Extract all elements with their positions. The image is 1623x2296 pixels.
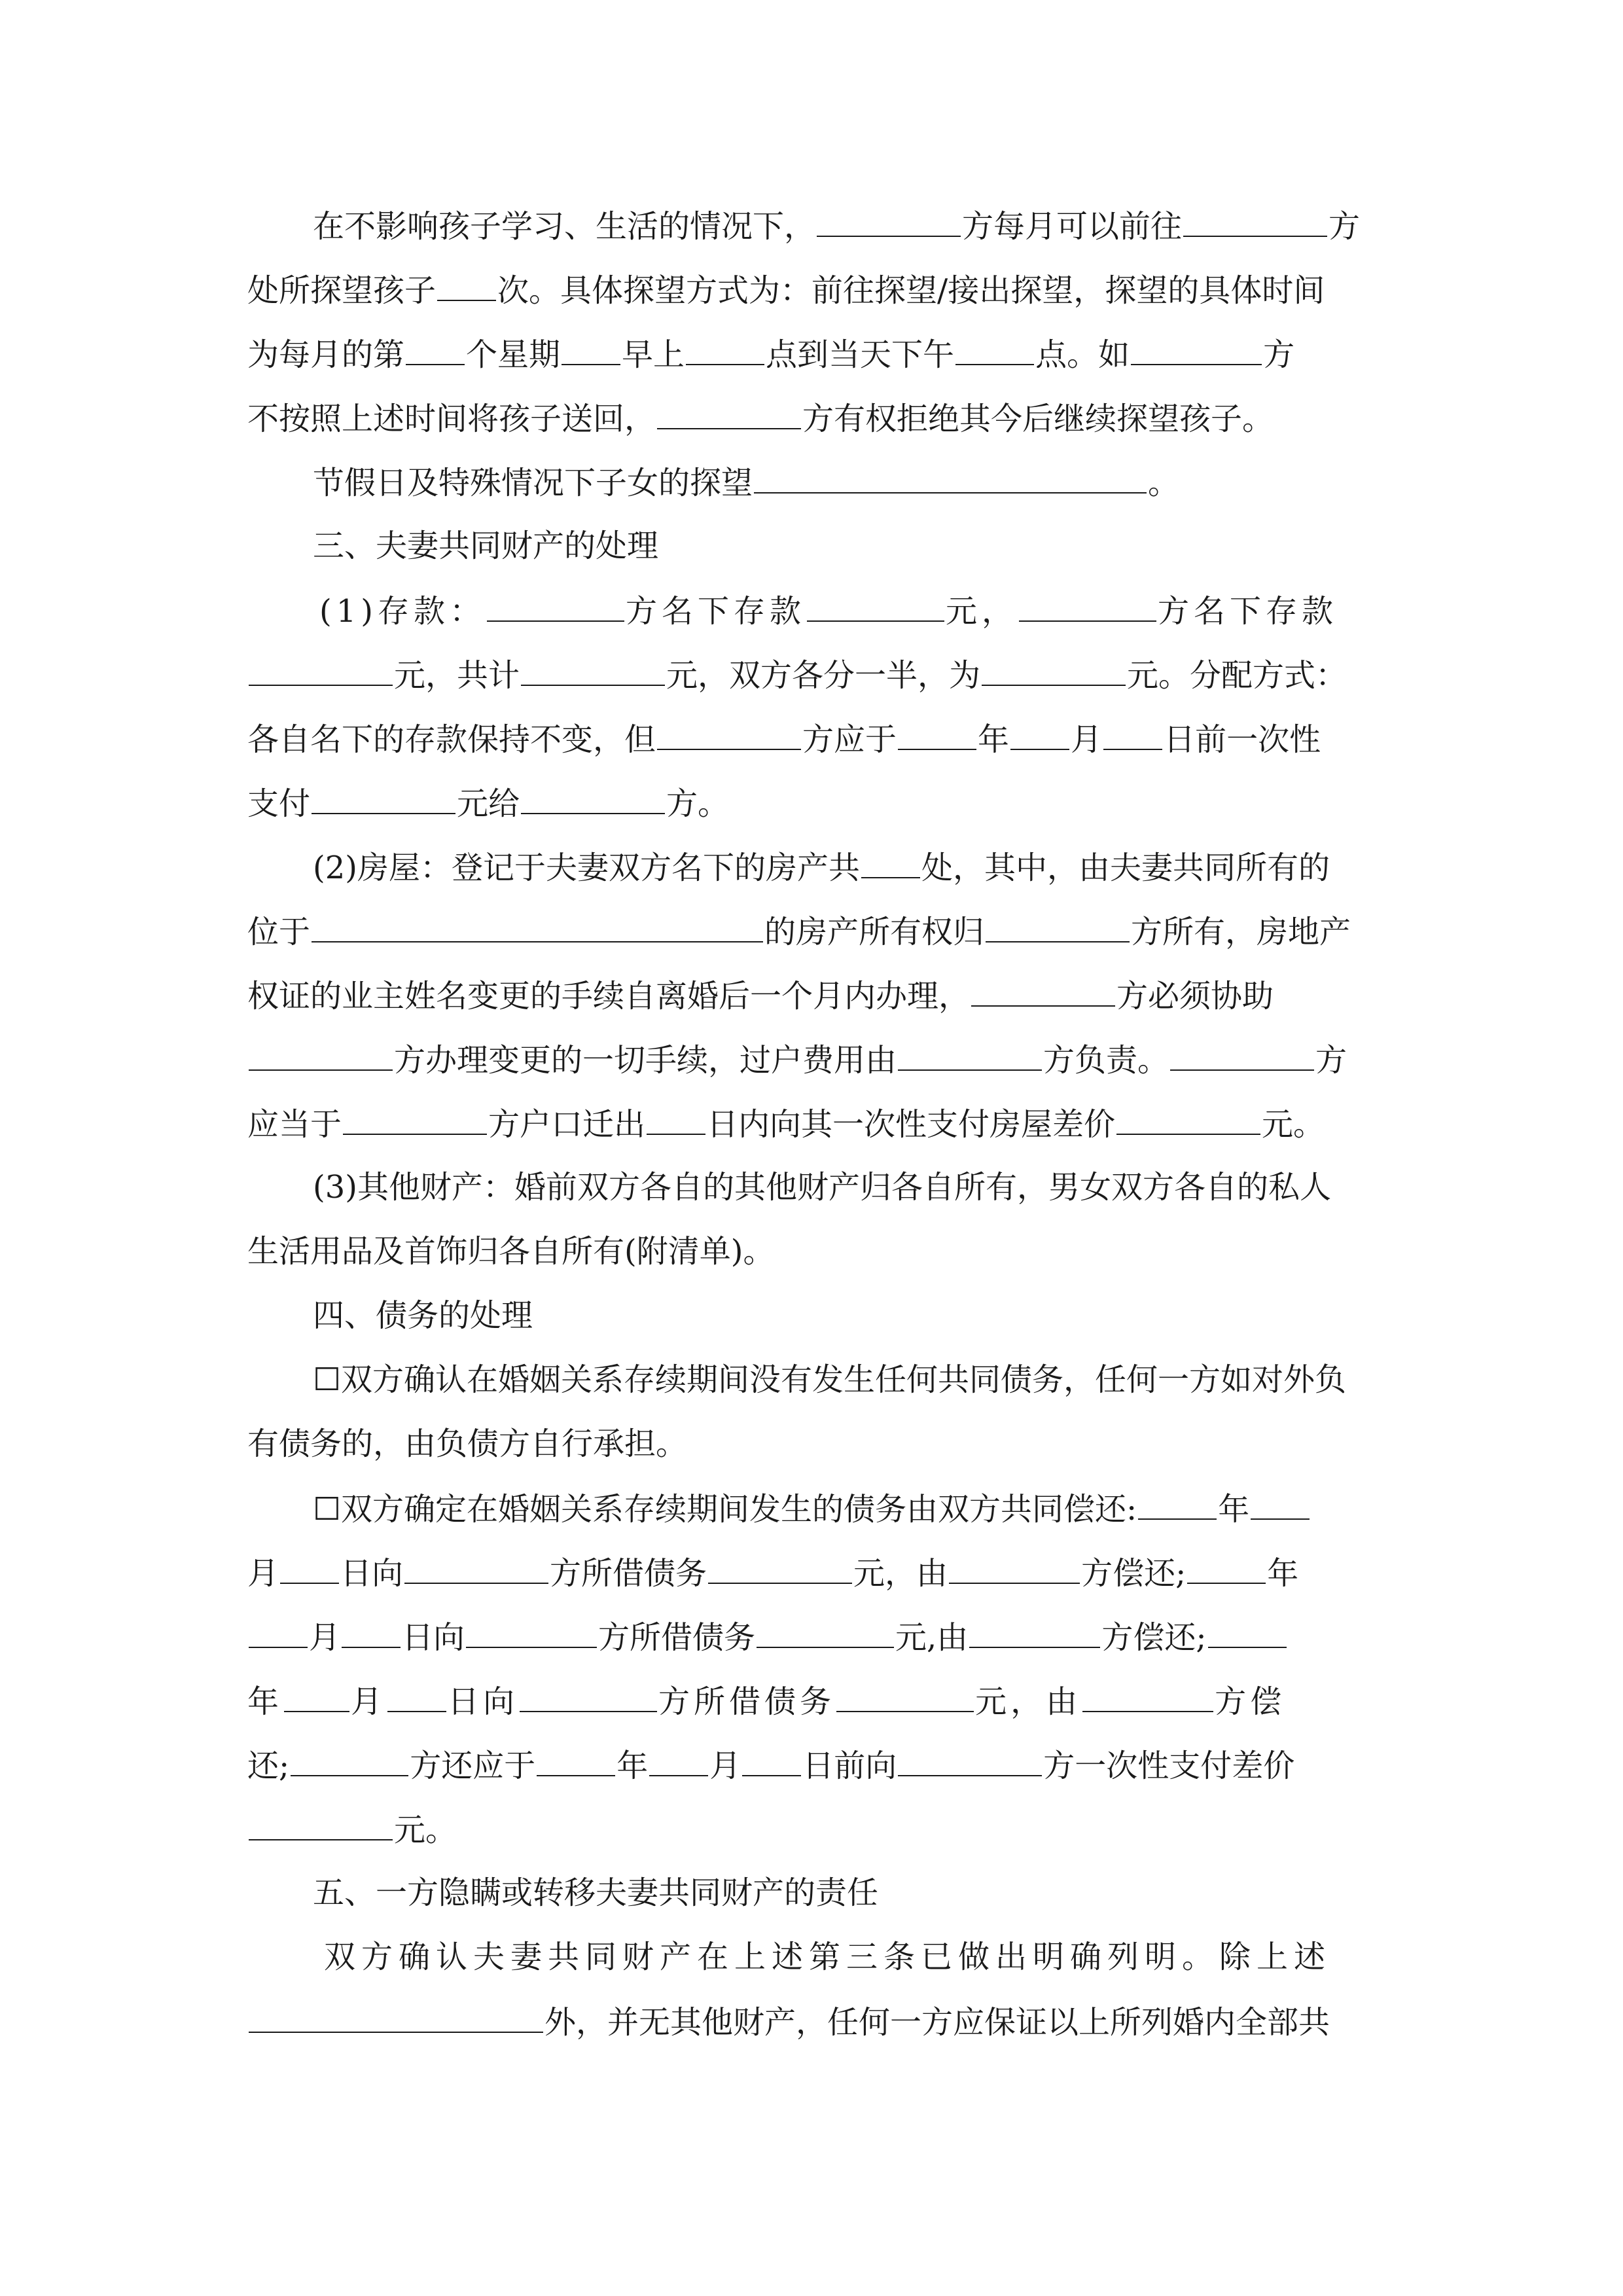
- blank-field[interactable]: [521, 787, 665, 814]
- blank-field[interactable]: [537, 1749, 615, 1776]
- deposit-line-2: 元，共计 元，双方各分一半，为 元。分配方式：: [247, 658, 1347, 691]
- house-line-1: (2)房屋：登记于夫妻双方名下的房产共 处，其中，由夫妻共同所有的: [313, 850, 1330, 886]
- blank-field[interactable]: [955, 338, 1034, 365]
- blank-field[interactable]: [657, 723, 801, 750]
- blank-field[interactable]: [342, 1621, 401, 1648]
- deposit-line-3: 各自名下的存款保持不变，但 方应于 年 月 日前一次性: [247, 721, 1321, 758]
- blank-field[interactable]: [1131, 338, 1262, 365]
- debt-row-5: 元。: [247, 1813, 457, 1846]
- blank-field[interactable]: [757, 1621, 894, 1648]
- blank-field[interactable]: [343, 1107, 487, 1135]
- section-5-heading: 五、一方隐瞒或转移夫妻共同财产的责任: [313, 1874, 879, 1911]
- other-property-line-2: 生活用品及首饰归各自所有(附清单)。: [247, 1233, 775, 1270]
- blank-field[interactable]: [647, 1107, 705, 1135]
- blank-field[interactable]: [1019, 594, 1156, 622]
- blank-field[interactable]: [817, 209, 961, 237]
- other-property-line-1: (3)其他财产：婚前双方各自的其他财产归各自所有，男女双方各自的私人: [313, 1169, 1331, 1206]
- blank-field[interactable]: [969, 1621, 1100, 1648]
- debt-option-1-line-2: 有债务的，由负债方自行承担。: [247, 1426, 688, 1462]
- blank-field[interactable]: [754, 466, 1147, 493]
- visitation-line-2: 处所探望孩子 次。具体探望方式为：前往探望/接出探望，探望的具体时间: [247, 272, 1325, 309]
- blank-field[interactable]: [280, 1556, 339, 1584]
- blank-field[interactable]: [982, 658, 1126, 686]
- blank-field[interactable]: [898, 1043, 1042, 1071]
- blank-field[interactable]: [649, 1749, 708, 1776]
- blank-field[interactable]: [836, 1685, 974, 1712]
- visitation-line-4: 不按照上述时间将孩子送回， 方有权拒绝其今后继续探望孩子。: [247, 401, 1274, 437]
- blank-field[interactable]: [1082, 1685, 1213, 1712]
- debt-option-1-line-1[interactable]: ☐双方确认在婚姻关系存续期间没有发生任何共同债务，任何一方如对外负: [313, 1361, 1347, 1398]
- debt-row-2: 月 日向 方所借债务 元,由 方偿还;: [247, 1621, 1288, 1653]
- debt-option-2-line-1[interactable]: ☐双方确定在婚姻关系存续期间发生的债务由双方共同偿还: 年: [313, 1492, 1311, 1525]
- blank-field[interactable]: [1183, 209, 1327, 237]
- blank-field[interactable]: [971, 979, 1115, 1007]
- blank-field[interactable]: [807, 594, 944, 622]
- blank-field[interactable]: [249, 1813, 393, 1840]
- blank-field[interactable]: [312, 787, 455, 814]
- blank-field[interactable]: [1138, 1492, 1217, 1520]
- deposit-line-4: 支付 元给 方。: [247, 785, 730, 822]
- concealment-line-1: 双方确认夫妻共同财产在上述第三条已做出明确列明。除上述: [324, 1939, 1332, 1975]
- blank-field[interactable]: [312, 915, 763, 942]
- house-line-2: 位于 的房产所有权归 方所有，房地产: [247, 914, 1351, 950]
- blank-field[interactable]: [404, 1556, 548, 1584]
- blank-field[interactable]: [249, 658, 393, 686]
- blank-field[interactable]: [1187, 1556, 1266, 1584]
- blank-field[interactable]: [1208, 1621, 1287, 1648]
- blank-field[interactable]: [686, 338, 764, 365]
- blank-field[interactable]: [487, 594, 624, 622]
- deposit-line-1: (1)存款： 方名下存款 元， 方名下存款: [319, 593, 1338, 630]
- blank-field[interactable]: [1170, 1043, 1314, 1071]
- holiday-visitation-line: 节假日及特殊情况下子女的探望 。: [313, 465, 1180, 501]
- section-4-heading: 四、债务的处理: [313, 1297, 533, 1334]
- debt-row-1: 月 日向 方所借债务 元，由 方偿还; 年: [247, 1555, 1299, 1592]
- blank-field[interactable]: [742, 1749, 801, 1776]
- house-line-3: 权证的业主姓名变更的手续自离婚后一个月内办理， 方必须协助: [247, 978, 1274, 1014]
- blank-field[interactable]: [284, 1685, 349, 1712]
- blank-field[interactable]: [898, 723, 976, 750]
- blank-field[interactable]: [1116, 1107, 1260, 1135]
- blank-field[interactable]: [466, 1621, 597, 1648]
- blank-field[interactable]: [708, 1556, 852, 1584]
- blank-field[interactable]: [520, 1685, 657, 1712]
- blank-field[interactable]: [1251, 1492, 1310, 1520]
- blank-field[interactable]: [562, 338, 620, 365]
- blank-field[interactable]: [249, 1043, 393, 1071]
- debt-row-3: 年 月 日向 方所借债务 元，由 方偿: [247, 1683, 1286, 1720]
- blank-field[interactable]: [521, 658, 665, 686]
- blank-field[interactable]: [406, 338, 465, 365]
- blank-field[interactable]: [949, 1556, 1080, 1584]
- visitation-line-1: 在不影响孩子学习、生活的情况下， 方每月可以前往 方: [313, 208, 1361, 245]
- house-line-5: 应当于 方户口迁出 日内向其一次性支付房屋差价 元。: [247, 1106, 1325, 1143]
- blank-field[interactable]: [898, 1749, 1042, 1776]
- house-line-4: 方办理变更的一切手续，过户费用由 方负责。 方: [247, 1043, 1347, 1076]
- debt-row-4: 还; 方还应于 年 月 日前向 方一次性支付差价: [247, 1748, 1295, 1784]
- blank-field[interactable]: [249, 1621, 308, 1648]
- blank-field[interactable]: [291, 1749, 408, 1776]
- blank-field[interactable]: [1010, 723, 1069, 750]
- blank-field[interactable]: [437, 274, 496, 301]
- blank-field[interactable]: [986, 915, 1130, 942]
- blank-field[interactable]: [657, 402, 801, 429]
- blank-field[interactable]: [387, 1685, 446, 1712]
- section-3-heading: 三、夫妻共同财产的处理: [313, 528, 659, 564]
- blank-field[interactable]: [1103, 723, 1162, 750]
- visitation-line-3: 为每月的第 个星期 早上 点到当天下午 点。如 方: [247, 336, 1295, 373]
- blank-field[interactable]: [249, 2005, 543, 2033]
- concealment-line-2: 外，并无其他财产，任何一方应保证以上所列婚内全部共: [247, 2005, 1330, 2038]
- blank-field[interactable]: [861, 851, 920, 878]
